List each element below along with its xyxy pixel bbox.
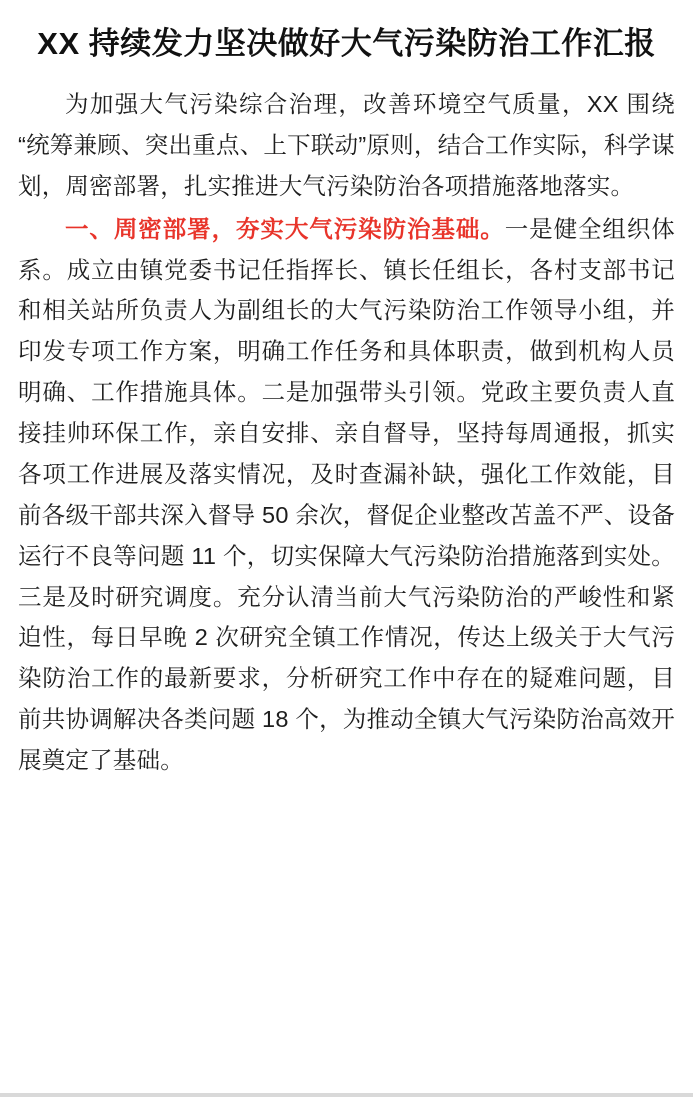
paragraph-intro	[18, 84, 675, 207]
page-bottom-divider	[0, 1093, 693, 1097]
paragraph-text: 一是健全组织体系。成立由镇党委书记任指挥长、镇长任组长，各村支部书记和相关站所负责人为副组长的大气污染防治工作领导小组，并印发专项工作方案，明确工作任务和具体职责，做到机构人员明确、工作措施具体。二是加强带头引领。党政主要负责人直接挂帅环保工作，亲自安排、亲自督导，坚持每周通报，抓实各项工作进展及落实情况，及时查漏补缺，强化工作效能，目前各级干部共深入督导 50 余次，督促企业整改苫盖不严、设备运行不良等问题 11 个，切实保障大气污染防治措施落到实处。三是及时研究调度。充分认清当前大气污染防治的严峻性和紧迫性，每日早晚 2 次研究全镇工作情况，传达上级关于大气污染防治工作的最新要求，分析研究工作中存在的疑难问题，目前共协调解决各类问题 18 个，为推动全镇大气污染防治高效开展奠定了基础。	[18, 215, 675, 774]
paragraph-text: 为加强大气污染综合治理，改善环境空气质量，XX 围绕“统筹兼顾、突出重点、上下联动”原则，结合工作实际，科学谋划，周密部署，扎实推进大气污染防治各项措施落地落实。	[18, 91, 675, 199]
section-heading-one: 一、周密部署，夯实大气污染防治基础。	[65, 215, 505, 242]
paragraph-section-one	[18, 209, 675, 781]
page-title: XX 持续发力坚决做好大气污染防治工作汇报	[37, 26, 656, 61]
